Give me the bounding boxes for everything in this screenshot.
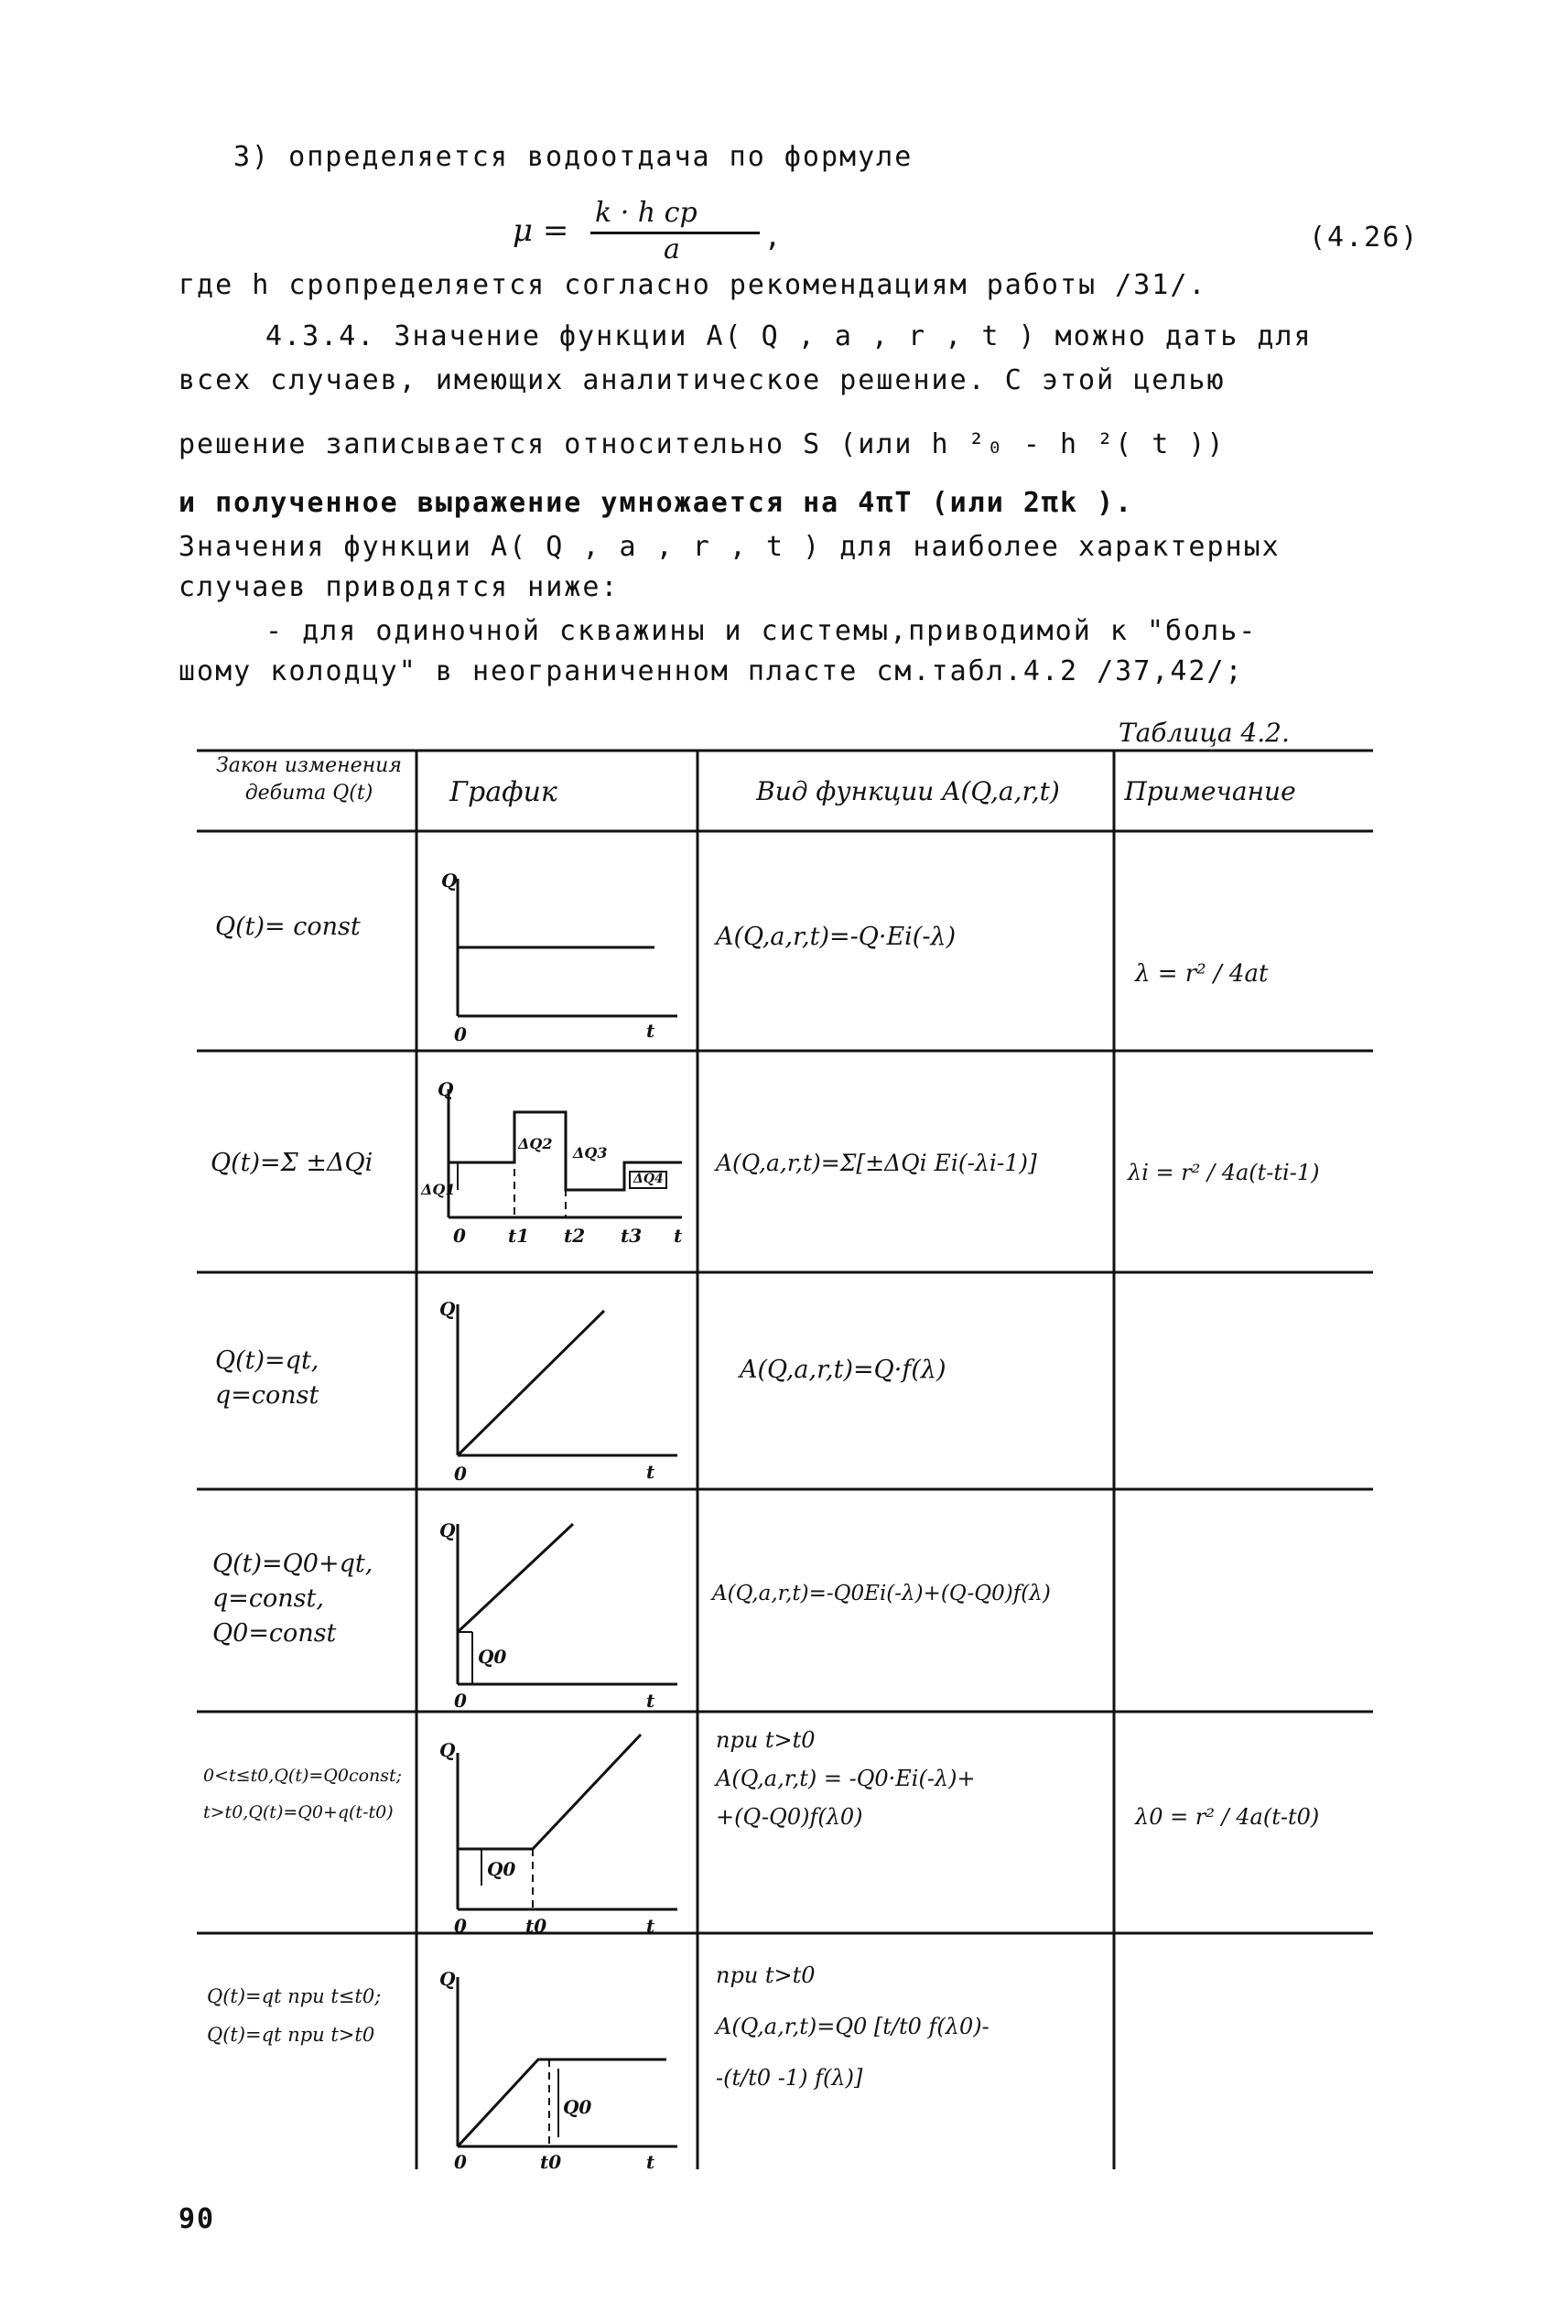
g6-t0-label: t0 — [540, 2151, 562, 2173]
g2-t1-label: t1 — [508, 1225, 530, 1247]
g6-q0-label: Q0 — [563, 2096, 592, 2118]
g4-t-label: t — [646, 1690, 655, 1712]
formula-denominator: a — [664, 233, 680, 265]
row-5-note: λ0 = r² / 4a(t-t0) — [1135, 1804, 1320, 1830]
graph-constant-then-linear — [458, 1735, 677, 1909]
body-line-8: случаев приводятся ниже: — [178, 571, 620, 603]
row-6-function-line-2: A(Q,a,r,t)=Q0 [t/t0 f(λ0)- — [716, 2014, 989, 2039]
g4-q0-label: Q0 — [478, 1646, 507, 1668]
header-function: Вид функции A(Q,a,r,t) — [756, 776, 1060, 806]
g2-q-label: Q — [438, 1078, 454, 1100]
row-1-law-line: Q(t)= const — [215, 913, 361, 941]
graph-step — [449, 1089, 682, 1217]
body-line-2: где h cpопределяется согласно рекомендациям работы /31/. — [178, 269, 1207, 301]
g2-t-label: t — [674, 1225, 683, 1247]
row-5-function-line-2: A(Q,a,r,t) = -Q0·Ei(-λ)+ — [716, 1766, 976, 1791]
row-3-function-line: A(Q,a,r,t)=Q·f(λ) — [740, 1356, 946, 1384]
header-law-line-2: дебита Q(t) — [244, 782, 373, 805]
g1-t-label: t — [646, 1020, 655, 1042]
g5-t0-label: t0 — [525, 1915, 547, 1937]
formula-comma: , — [764, 222, 784, 254]
g6-q-label: Q — [439, 1968, 456, 1990]
formula-numerator: k · h cp — [595, 197, 697, 229]
row-5-law-line-1: 0<t≤t0,Q(t)=Q0const; — [203, 1766, 403, 1786]
g1-zero-label: 0 — [454, 1023, 467, 1045]
g3-t-label: t — [646, 1461, 655, 1483]
row-2-function-line: A(Q,a,r,t)=Σ[±ΔQi Ei(-λi-1)] — [716, 1150, 1037, 1176]
row-5-law-line-2: t>t0,Q(t)=Q0+q(t-t0) — [203, 1802, 394, 1822]
body-line-4: всех случаев, имеющих аналитическое решение. С этой целью — [178, 364, 1226, 396]
row-1-function-line: A(Q,a,r,t)=-Q·Ei(-λ) — [716, 923, 957, 951]
g2-t2-label: t2 — [564, 1225, 586, 1247]
row-6-law-line-2: Q(t)=qt при t>t0 — [207, 2024, 375, 2046]
g2-zero-label: 0 — [453, 1225, 466, 1247]
graph-linear-then-constant — [458, 1977, 677, 2146]
row-4-function-line: A(Q,a,r,t)=-Q0Ei(-λ)+(Q-Q0)f(λ) — [712, 1582, 1051, 1605]
body-line-7: Значения функции A( Q , a , r , t ) для наиболее характерных — [178, 531, 1281, 563]
row-6-function-line-3: -(t/t0 -1) f(λ)] — [716, 2065, 863, 2091]
g5-q-label: Q — [439, 1739, 456, 1761]
body-line-3: 4.3.4. Значение функции A( Q , a , r , t ) можно дать для — [265, 320, 1313, 352]
row-5-function-line-3: +(Q-Q0)f(λ0) — [716, 1804, 863, 1830]
g4-zero-label: 0 — [454, 1690, 467, 1712]
g6-zero-label: 0 — [454, 2151, 467, 2173]
formula-number: (4.26) — [1309, 222, 1420, 254]
g5-t-label: t — [646, 1915, 655, 1937]
g1-q-label: Q — [441, 870, 458, 892]
g3-zero-label: 0 — [454, 1463, 467, 1485]
body-line-9: - для одиночной скважины и системы,приводимой к "боль- — [265, 615, 1258, 647]
g6-t-label: t — [646, 2151, 655, 2173]
row-2-law-line: Q(t)=Σ ±ΔQi — [211, 1149, 373, 1177]
body-line-10: шому колодцу" в неограниченном пласте см.табл.4.2 /37,42/; — [178, 655, 1244, 687]
formula-lhs: μ = — [513, 212, 569, 249]
g4-q-label: Q — [439, 1519, 456, 1541]
row-4-law-line-2: q=const, — [212, 1584, 324, 1613]
graph-linear — [458, 1304, 677, 1455]
header-law-line-1: Закон изменения — [216, 754, 402, 777]
g5-zero-label: 0 — [454, 1915, 467, 1937]
table-caption: Таблица 4.2. — [1119, 718, 1290, 748]
header-graph: График — [449, 776, 557, 808]
row-5-function-line-1: при t>t0 — [716, 1727, 816, 1753]
body-line-6: и полученное выражение умножается на 4πT (или 2πk ). — [178, 487, 1134, 519]
row-6-function-line-1: при t>t0 — [716, 1962, 816, 1988]
g5-q0-label: Q0 — [487, 1858, 516, 1880]
row-3-law-line-1: Q(t)=qt, — [215, 1346, 319, 1375]
body-line-5: решение записывается относительно S (или h ²₀ - h ²( t )) — [178, 428, 1226, 460]
row-4-law-line-1: Q(t)=Q0+qt, — [212, 1550, 373, 1578]
page-number: 90 — [178, 2203, 216, 2235]
g2-dq3-label: ΔQ3 — [573, 1144, 608, 1162]
row-2-note: λi = r² / 4a(t-ti-1) — [1128, 1160, 1320, 1185]
row-1-note: λ = r² / 4at — [1135, 960, 1269, 988]
g3-q-label: Q — [439, 1298, 456, 1320]
g2-dq2-label: ΔQ2 — [518, 1135, 553, 1152]
header-note: Примечание — [1124, 776, 1296, 806]
g2-dq4-label: ΔQ4 — [633, 1172, 664, 1186]
row-4-law-line-3: Q0=const — [212, 1619, 337, 1648]
body-line-1: 3) определяется водоотдача по формуле — [233, 141, 914, 173]
row-3-law-line-2: q=const — [215, 1381, 319, 1410]
row-6-law-line-1: Q(t)=qt при t≤t0; — [207, 1985, 382, 2007]
g2-t3-label: t3 — [621, 1225, 643, 1247]
graph-constant — [458, 879, 677, 1016]
g2-dq1-label: ΔQ1 — [421, 1181, 456, 1198]
